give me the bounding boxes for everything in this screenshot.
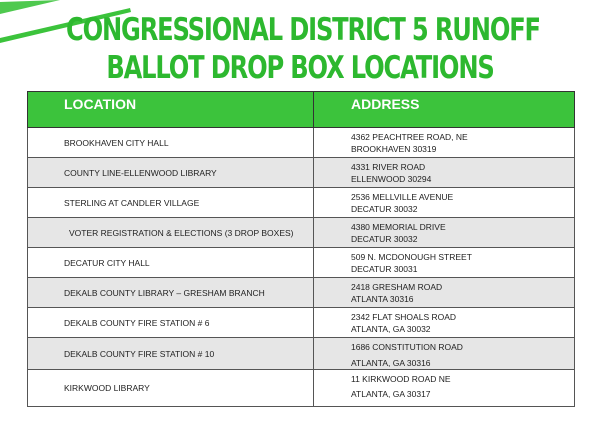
- drop-box-table: [27, 91, 575, 407]
- address-cell: [314, 370, 575, 407]
- address-line-2: ATLANTA, GA 30032: [351, 324, 431, 334]
- address-line-2: ATLANTA 30316: [351, 294, 414, 304]
- address-line-1: 1686 CONSTITUTION ROAD: [351, 342, 463, 352]
- address-cell: [314, 128, 575, 158]
- table-row: [28, 248, 575, 278]
- location-cell: DEKALB COUNTY LIBRARY – GRESHAM BRANCH: [28, 278, 314, 308]
- address-cell: [314, 338, 575, 370]
- address-cell: [314, 218, 575, 248]
- address-line-2: ATLANTA, GA 30317: [351, 389, 431, 399]
- address-line-1: 11 KIRKWOOD ROAD NE: [351, 374, 451, 384]
- table-row: [28, 128, 575, 158]
- address-cell: [314, 248, 575, 278]
- table-row: [28, 158, 575, 188]
- table-row: [28, 338, 575, 370]
- location-cell: STERLING AT CANDLER VILLAGE: [28, 188, 314, 218]
- address-cell: [314, 278, 575, 308]
- title-line-1: CONGRESSIONAL DISTRICT 5 RUNOFF: [66, 12, 540, 48]
- table-row: [28, 370, 575, 407]
- address-line-1: 4362 PEACHTREE ROAD, NE: [351, 132, 468, 142]
- table-header-row: [28, 92, 575, 128]
- location-cell: KIRKWOOD LIBRARY: [28, 370, 314, 407]
- location-cell: DEKALB COUNTY FIRE STATION # 6: [28, 308, 314, 338]
- address-line-1: 2418 GRESHAM ROAD: [351, 282, 443, 292]
- address-line-2: ELLENWOOD 30294: [351, 174, 432, 184]
- address-line-1: 2342 FLAT SHOALS ROAD: [351, 312, 457, 322]
- header-address: ADDRESS: [314, 92, 575, 128]
- table-row: [28, 218, 575, 248]
- address-line-1: 2536 MELLVILLE AVENUE: [351, 192, 454, 202]
- location-cell: DEKALB COUNTY FIRE STATION # 10: [28, 338, 314, 370]
- address-line-2: ATLANTA, GA 30316: [351, 358, 431, 368]
- location-cell: DECATUR CITY HALL: [28, 248, 314, 278]
- address-cell: [314, 158, 575, 188]
- address-line-2: DECATUR 30032: [351, 234, 418, 244]
- table-row: [28, 278, 575, 308]
- location-cell: COUNTY LINE-ELLENWOOD LIBRARY: [28, 158, 314, 188]
- header-location: LOCATION: [28, 92, 314, 128]
- address-line-2: DECATUR 30032: [351, 204, 418, 214]
- address-line-1: 4380 MEMORIAL DRIVE: [351, 222, 446, 232]
- location-cell: BROOKHAVEN CITY HALL: [28, 128, 314, 158]
- address-cell: [314, 308, 575, 338]
- address-line-1: 4331 RIVER ROAD: [351, 162, 426, 172]
- title-line-2: BALLOT DROP BOX LOCATIONS: [106, 50, 494, 86]
- address-line-1: 509 N. MCDONOUGH STREET: [351, 252, 472, 262]
- table-row: [28, 308, 575, 338]
- address-line-2: BROOKHAVEN 30319: [351, 144, 437, 154]
- address-cell: [314, 188, 575, 218]
- address-line-2: DECATUR 30031: [351, 264, 418, 274]
- table-row: [28, 188, 575, 218]
- location-cell: VOTER REGISTRATION & ELECTIONS (3 DROP BOXES): [28, 218, 314, 248]
